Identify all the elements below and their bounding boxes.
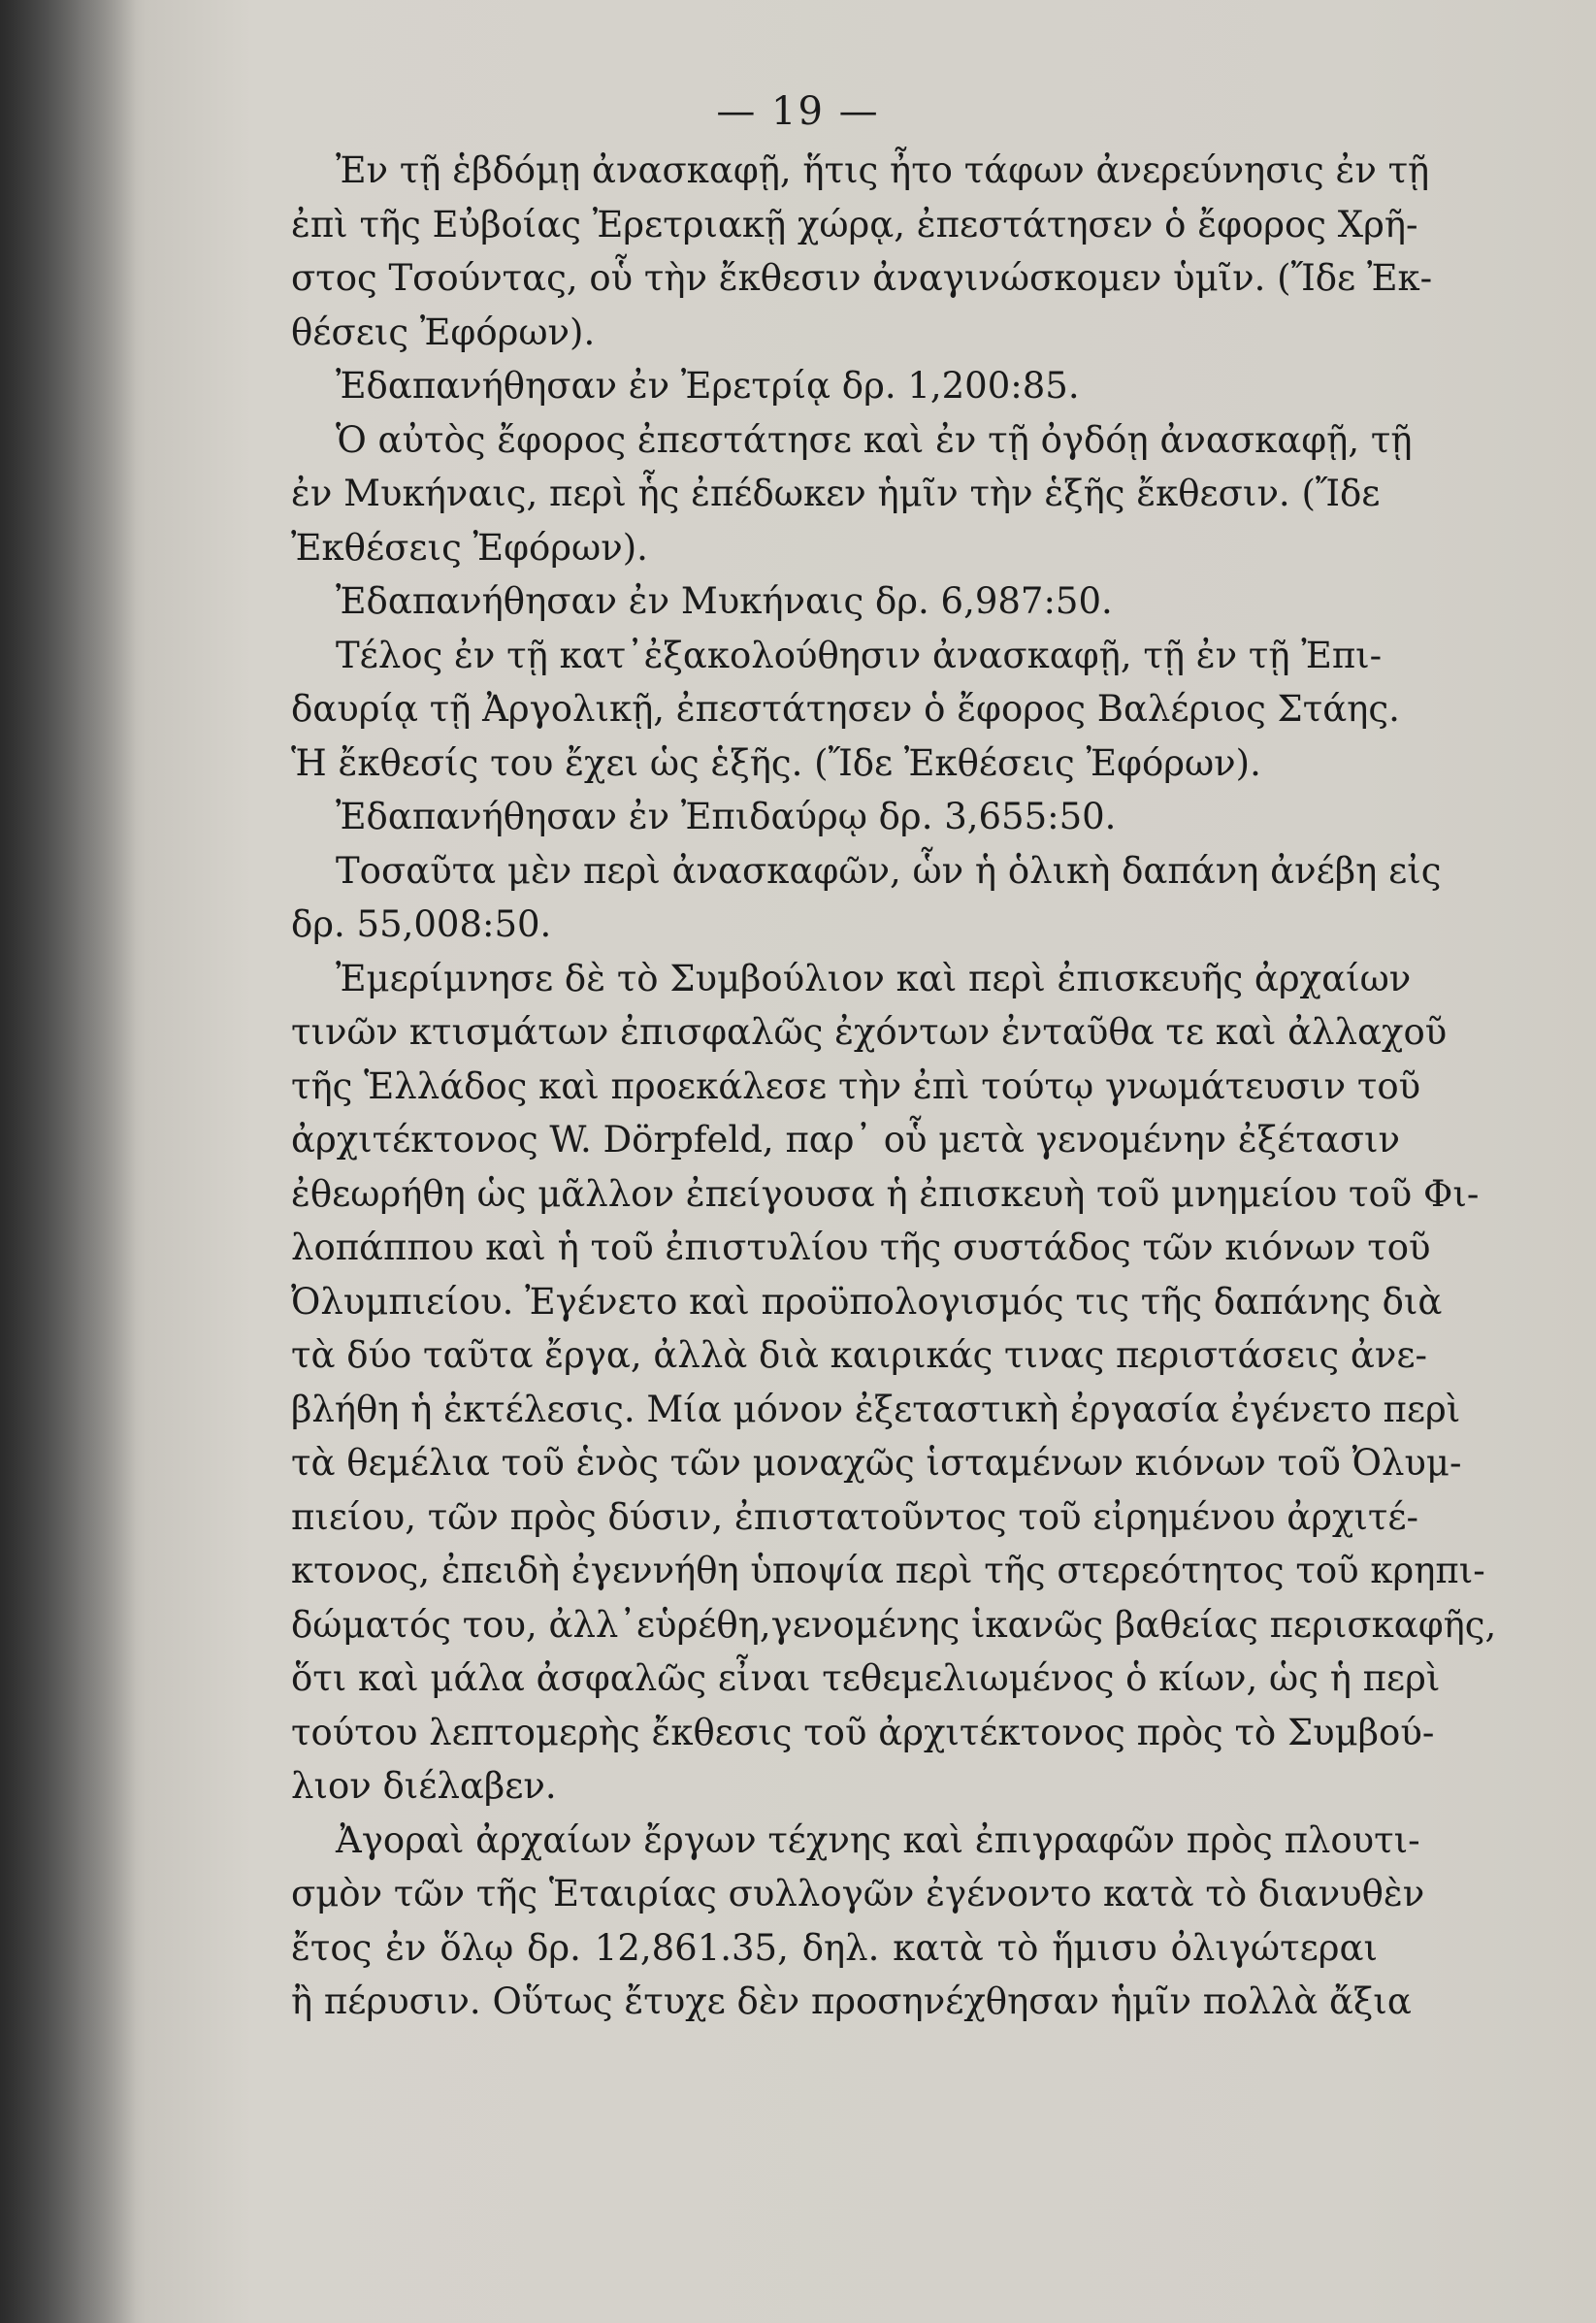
text-line: Ἡ ἔκθεσίς του ἔχει ὡς ἑξῆς. (Ἴδε Ἐκθέσεις Ἐφόρων).	[291, 741, 1261, 784]
text-line: Ἐμερίμνησε δὲ τὸ Συμβούλιον καὶ περὶ ἐπισκευῆς ἀρχαίων	[336, 957, 1412, 999]
text-line: ἐθεωρήθη ὡς μᾶλλον ἐπείγουσα ἡ ἐπισκευὴ τοῦ μνημείου τοῦ Φι-	[291, 1172, 1480, 1215]
text-line: τῆς Ἑλλάδος καὶ προεκάλεσε τὴν ἐπὶ τούτῳ γνωμάτευσιν τοῦ	[291, 1064, 1421, 1107]
text-line: Ὁ αὐτὸς ἔφορος ἐπεστάτησε καὶ ἐν τῇ ὀγδόῃ ἀνασκαφῇ, τῇ	[336, 418, 1413, 461]
text-line: τὰ θεμέλια τοῦ ἑνὸς τῶν μοναχῶς ἱσταμένων κιόνων τοῦ Ὀλυμ-	[291, 1442, 1462, 1484]
text-line: Ἐκθέσεις Ἐφόρων).	[291, 526, 648, 569]
text-line: τινῶν κτισμάτων ἐπισφαλῶς ἐχόντων ἐνταῦθα τε καὶ ἀλλαχοῦ	[291, 1011, 1448, 1053]
text-line: δώματός του, ἀλλ᾽εὑρέθη,γενομένης ἱκανῶς βαθείας περισκαφῆς,	[291, 1603, 1497, 1646]
text-line: λοπάππου καὶ ἡ τοῦ ἐπιστυλίου τῆς συστάδος τῶν κιόνων τοῦ	[291, 1227, 1431, 1268]
text-line: σμὸν τῶν τῆς Ἑταιρίας συλλογῶν ἐγένοντο κατὰ τὸ διανυθὲν	[291, 1873, 1425, 1914]
text-line: ὅτι καὶ μάλα ἀσφαλῶς εἶναι τεθεμελιωμένος ὁ κίων, ὡς ἡ περὶ	[291, 1657, 1441, 1699]
page-number: — 19 —	[716, 89, 880, 134]
text-line: Ὀλυμπιείου. Ἐγένετο καὶ προϋπολογισμός τις τῆς δαπάνης διὰ	[291, 1280, 1443, 1323]
text-line: θέσεις Ἐφόρων).	[291, 311, 596, 353]
text-line: Τέλος ἐν τῇ κατ᾽ἐξακολούθησιν ἀνασκαφῇ, τῇ ἐν τῇ Ἐπι-	[336, 634, 1383, 676]
text-line: τούτου λεπτομερὴς ἔκθεσις τοῦ ἀρχιτέκτονος πρὸς τὸ Συμβού-	[291, 1711, 1435, 1753]
text-line: πιείου, τῶν πρὸς δύσιν, ἐπιστατοῦντος τοῦ εἰρημένου ἀρχιτέ-	[291, 1495, 1419, 1538]
text-line: στος Τσούντας, οὗ τὴν ἔκθεσιν ἀναγινώσκομεν ὑμῖν. (Ἴδε Ἐκ-	[291, 257, 1433, 299]
text-line: βλήθη ἡ ἐκτέλεσις. Μία μόνον ἐξεταστικὴ ἐργασία ἐγένετο περὶ	[291, 1388, 1461, 1430]
text-line: ἢ πέρυσιν. Οὕτως ἔτυχε δὲν προσηνέχθησαν ἡμῖν πολλὰ ἄξια	[291, 1980, 1412, 2022]
text-line: Ἐδαπανήθησαν ἐν Ἐπιδαύρῳ δρ. 3,655:50.	[336, 796, 1117, 837]
text-line: Ἀγοραὶ ἀρχαίων ἔργων τέχνης καὶ ἐπιγραφῶν πρὸς πλουτι-	[336, 1818, 1420, 1861]
text-line: λιον διέλαβεν.	[291, 1765, 557, 1807]
text-line: Ἐδαπανήθησαν ἐν Μυκήναις δρ. 6,987:50.	[336, 580, 1113, 622]
text-line: ἐν Μυκήναις, περὶ ἧς ἐπέδωκεν ἡμῖν τὴν ἑξῆς ἔκθεσιν. (Ἴδε	[291, 473, 1381, 514]
text-line: ἔτος ἐν ὅλῳ δρ. 12,861.35, δηλ. κατὰ τὸ ἥμισυ ὀλιγώτεραι	[291, 1926, 1378, 1969]
text-line: δαυρίᾳ τῇ Ἀργολικῇ, ἐπεστάτησεν ὁ ἔφορος Βαλέριος Στάης.	[291, 688, 1400, 730]
text-line: Τοσαῦτα μὲν περὶ ἀνασκαφῶν, ὧν ἡ ὁλικὴ δαπάνη ἀνέβη εἰς	[336, 849, 1442, 892]
text-line: δρ. 55,008:50.	[291, 903, 552, 945]
text-line: Ἐν τῇ ἑβδόμῃ ἀνασκαφῇ, ἥτις ἦτο τάφων ἀνερεύνησις ἐν τῇ	[336, 149, 1430, 191]
text-line: τὰ δύο ταῦτα ἔργα, ἀλλὰ διὰ καιρικάς τινας περιστάσεις ἀνε-	[291, 1334, 1428, 1376]
text-line: ἀρχιτέκτονος W. Dörpfeld, παρ᾽ οὗ μετὰ γενομένην ἐξέτασιν	[291, 1119, 1401, 1161]
text-line: κτονος, ἐπειδὴ ἐγεννήθη ὑποψία περὶ τῆς στερεότητος τοῦ κρηπι-	[291, 1550, 1485, 1591]
binding-gutter-shadow	[0, 0, 136, 2323]
text-line: Ἐδαπανήθησαν ἐν Ἐρετρίᾳ δρ. 1,200:85.	[336, 365, 1080, 407]
body-text	[291, 144, 1497, 2029]
text-line: ἐπὶ τῆς Εὐβοίας Ἐρετριακῇ χώρᾳ, ἐπεστάτησεν ὁ ἔφορος Χρῆ-	[291, 203, 1418, 245]
